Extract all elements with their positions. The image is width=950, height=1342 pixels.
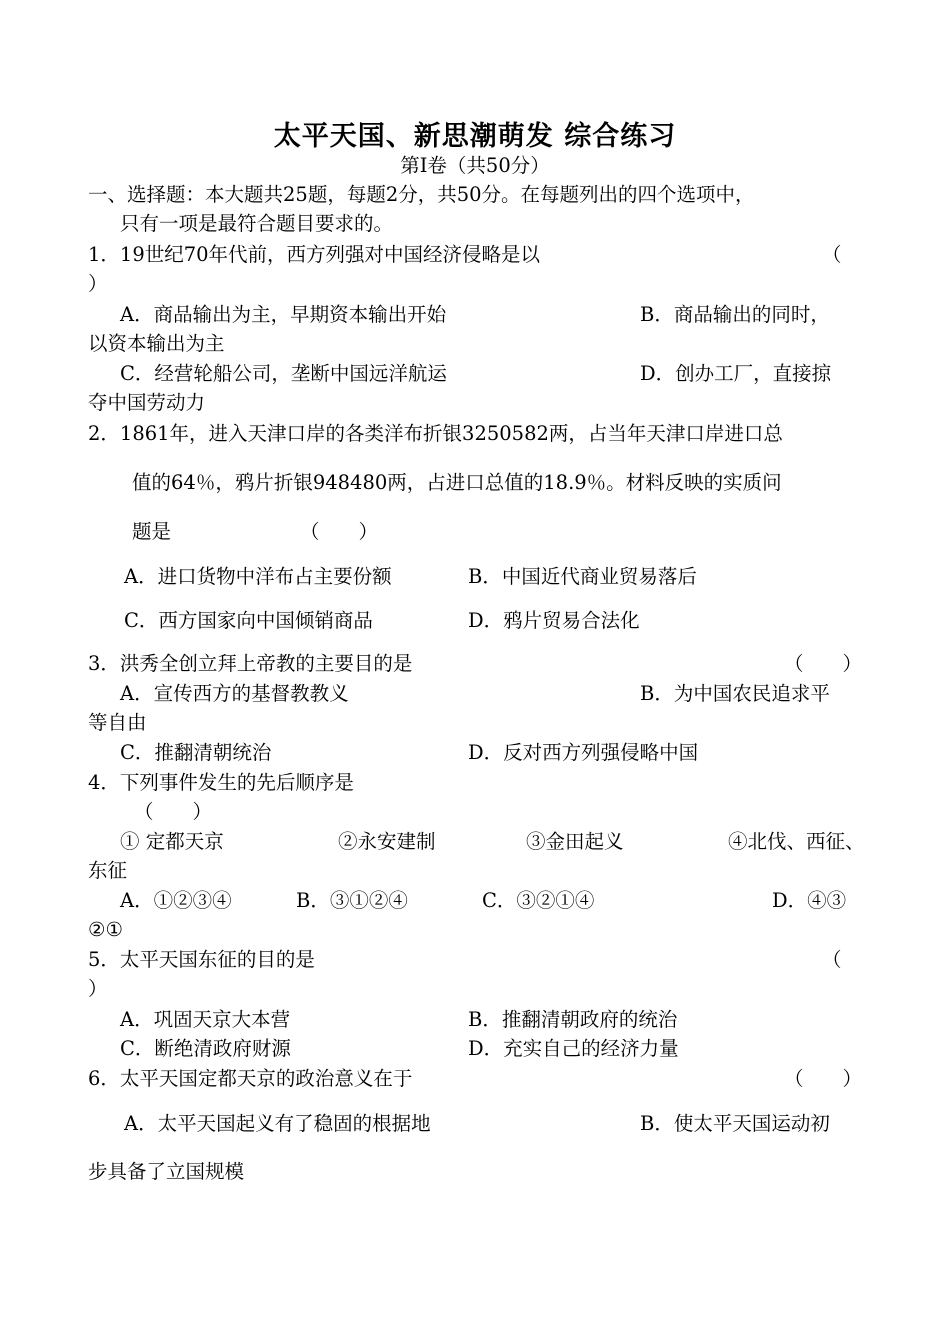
instruction-line: 一、选择题：本大题共25题，每题2分，共50分。在每题列出的四个选项中， xyxy=(88,183,755,206)
question-stem: 4．下列事件发生的先后顺序是 xyxy=(88,771,354,794)
option-b: B．③①②④ xyxy=(296,889,408,912)
option-c: C．断绝清政府财源 xyxy=(120,1037,291,1060)
answer-bracket: （ xyxy=(822,948,842,971)
page-title: 太平天国、新思潮萌发 综合练习 xyxy=(273,121,677,152)
option-c: C．西方国家向中国倾销商品 xyxy=(124,609,373,632)
question-stem: 5．太平天国东征的目的是 xyxy=(88,948,315,971)
option-b: B．推翻清朝政府的统治 xyxy=(468,1008,678,1031)
event-1: ① 定都天京 xyxy=(120,830,224,853)
answer-bracket: （ ） xyxy=(784,1067,863,1090)
question-stem: 3．洪秀全创立拜上帝教的主要目的是 xyxy=(88,652,413,675)
answer-bracket: （ ） xyxy=(784,652,863,675)
option-d: D．反对西方列强侵略中国 xyxy=(468,741,699,764)
event-4-continued: 东征 xyxy=(88,859,128,882)
option-d: D．④③ xyxy=(772,889,847,912)
option-d: D．鸦片贸易合法化 xyxy=(468,609,640,632)
option-a: A．进口货物中洋布占主要份额 xyxy=(124,565,392,588)
option-b: B．使太平天国运动初 xyxy=(640,1112,830,1135)
question-stem: 6．太平天国定都天京的政治意义在于 xyxy=(88,1067,413,1090)
option-b: B．为中国农民追求平 xyxy=(640,682,830,705)
option-b-continued: 等自由 xyxy=(88,711,147,734)
option-d: D．创办工厂，直接掠 xyxy=(640,362,832,385)
option-a: A．巩固天京大本营 xyxy=(120,1008,291,1031)
question-stem: 1．19世纪70年代前，西方列强对中国经济侵略是以 xyxy=(88,243,541,266)
page-subtitle: 第Ⅰ卷（共50分） xyxy=(400,154,550,177)
event-2: ②永安建制 xyxy=(338,830,436,853)
option-d-continued: 夺中国劳动力 xyxy=(88,391,206,414)
option-a: A．宣传西方的基督教教义 xyxy=(120,682,349,705)
answer-bracket: ） xyxy=(88,272,108,295)
option-a: A．①②③④ xyxy=(120,889,232,912)
question-stem: 题是 xyxy=(132,520,172,543)
answer-bracket: （ ） xyxy=(134,800,213,823)
option-b: B．中国近代商业贸易落后 xyxy=(468,565,697,588)
question-stem: 2．1861年，进入天津口岸的各类洋布折银3250582两，占当年天津口岸进口总 xyxy=(88,422,783,445)
event-4: ④北伐、西征、 xyxy=(728,830,865,853)
option-c: C．③②①④ xyxy=(482,889,595,912)
answer-bracket: （ ） xyxy=(300,520,379,543)
event-3: ③金田起义 xyxy=(526,830,624,853)
option-b: B．商品输出的同时， xyxy=(640,303,830,326)
option-a: A．商品输出为主，早期资本输出开始 xyxy=(120,303,447,326)
option-d: D．充实自己的经济力量 xyxy=(468,1037,679,1060)
answer-bracket: ） xyxy=(88,977,108,1000)
option-a: A．太平天国起义有了稳固的根据地 xyxy=(124,1112,431,1135)
option-b-continued: 以资本输出为主 xyxy=(88,332,225,355)
instruction-line: 只有一项是最符合题目要求的。 xyxy=(120,212,394,235)
option-c: C．经营轮船公司，垄断中国远洋航运 xyxy=(120,362,447,385)
answer-bracket: （ xyxy=(822,243,842,266)
question-stem: 值的64％，鸦片折银948480两，占进口总值的18.9％。材料反映的实质问 xyxy=(132,471,782,494)
option-d-continued: ②① xyxy=(88,918,123,941)
option-b-continued: 步具备了立国规模 xyxy=(88,1160,245,1183)
option-c: C．推翻清朝统治 xyxy=(120,741,272,764)
